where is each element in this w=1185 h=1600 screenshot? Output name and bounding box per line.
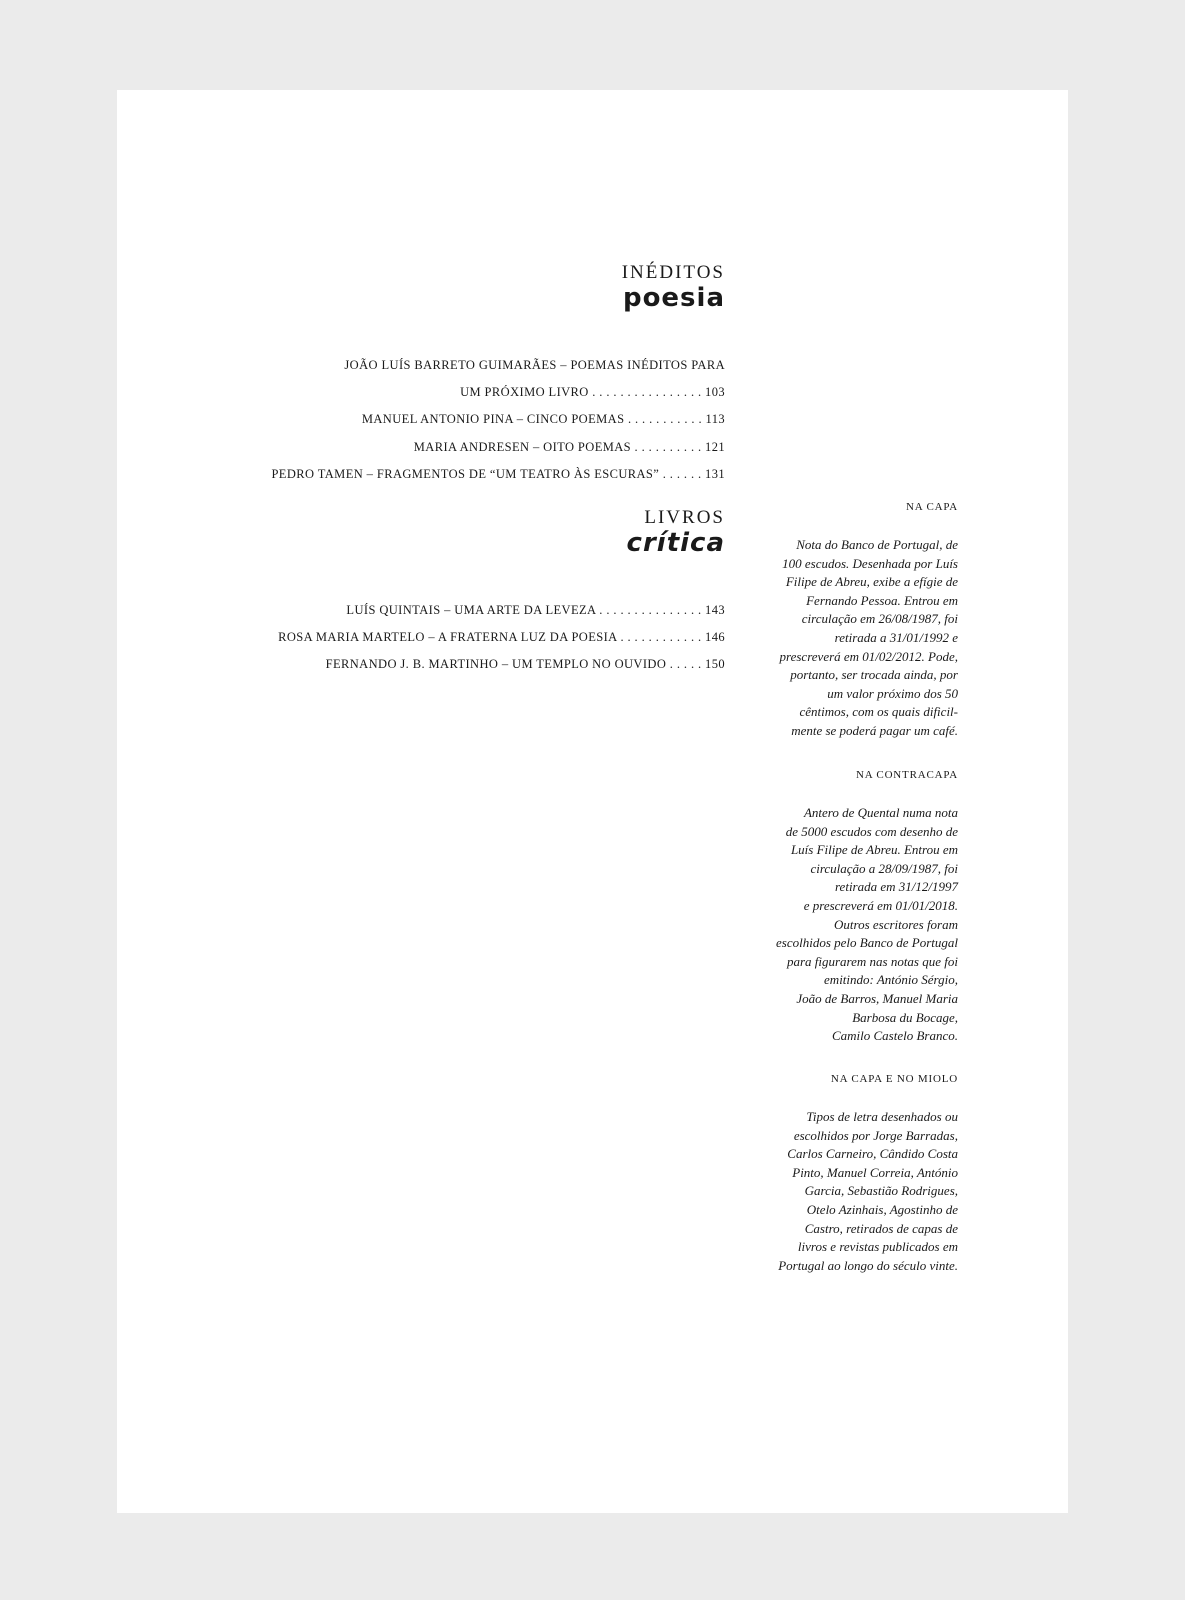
sidebar-text: Antero de Quental numa nota de 5000 escudos com desenho de Luís Filipe de Abreu. Entrou em circulação a 28/09/1987, foi retirada em 31/12/1997 e prescreverá em 01/01/2018. Outros escritores foram escolhidos pelo Banco de Portugal para figurarem nas notas que foi emitindo: António Sérgio, João de Barros, Manuel Maria Barbosa du Bocage, Camilo Castelo Branco.	[776, 805, 958, 1044]
sidebar-heading: NA CONTRACAPA	[856, 769, 958, 781]
toc-entry[interactable]: PEDRO TAMEN – FRAGMENTOS DE “UM TEATRO ÀS ESCURAS” . . . . . . 131	[271, 466, 725, 481]
sidebar-text: Nota do Banco de Portugal, de 100 escudos. Desenhada por Luís Filipe de Abreu, exibe a efígie de Fernando Pessoa. Entrou em circulação em 26/08/1987, foi retirada a 31/01/1992 e prescreverá em 01/02/2012. Pode, portanto, ser trocada ainda, por um valor próximo dos 50 cêntimos, com os quais dificil- mente se poderá pagar um café.	[779, 537, 958, 738]
toc-entry[interactable]: ROSA MARIA MARTELO – A FRATERNA LUZ DA POESIA . . . . . . . . . . . . 146	[278, 630, 725, 645]
toc-entry[interactable]: LUÍS QUINTAIS – UMA ARTE DA LEVEZA . . . . . . . . . . . . . . . 143	[346, 603, 725, 617]
sidebar-na-capa-e-no-miolo	[743, 1072, 958, 1275]
toc-entry[interactable]: MANUEL ANTONIO PINA – CINCO POEMAS . . . . . . . . . . . 113	[361, 412, 725, 427]
section-title: crítica	[626, 528, 725, 558]
document-page	[117, 90, 1068, 1513]
toc-entry[interactable]: UM PRÓXIMO LIVRO . . . . . . . . . . . . . . . . 103	[460, 385, 725, 400]
toc-entries	[165, 352, 725, 488]
section-overline: LIVROS	[644, 507, 725, 528]
toc-section-ineditos	[165, 262, 725, 488]
toc-entry[interactable]: MARIA ANDRESEN – OITO POEMAS . . . . . . . . . . 121	[413, 439, 725, 454]
toc-entry[interactable]: FERNANDO J. B. MARTINHO – UM TEMPLO NO OUVIDO . . . . . 150	[325, 657, 725, 672]
sidebar-na-contracapa	[743, 768, 958, 1046]
sidebar-heading: NA CAPA	[906, 501, 958, 513]
sidebar-na-capa	[743, 500, 958, 741]
section-overline: INÉDITOS	[621, 262, 725, 283]
toc-section-livros	[165, 507, 725, 679]
sidebar-heading: NA CAPA E NO MIOLO	[830, 1073, 958, 1085]
section-title: poesia	[622, 283, 725, 313]
toc-entries	[165, 597, 725, 679]
toc-entry[interactable]: JOÃO LUÍS BARRETO GUIMARÃES – POEMAS INÉDITOS PARA	[344, 358, 725, 372]
sidebar-text: Tipos de letra desenhados ou escolhidos por Jorge Barradas, Carlos Carneiro, Cândido Costa Pinto, Manuel Correia, António Garcia, Sebastião Rodrigues, Otelo Azinhais, Agostinho de Castro, retirados de capas de livros e revistas publicados em Portugal ao longo do século vinte.	[778, 1109, 958, 1273]
